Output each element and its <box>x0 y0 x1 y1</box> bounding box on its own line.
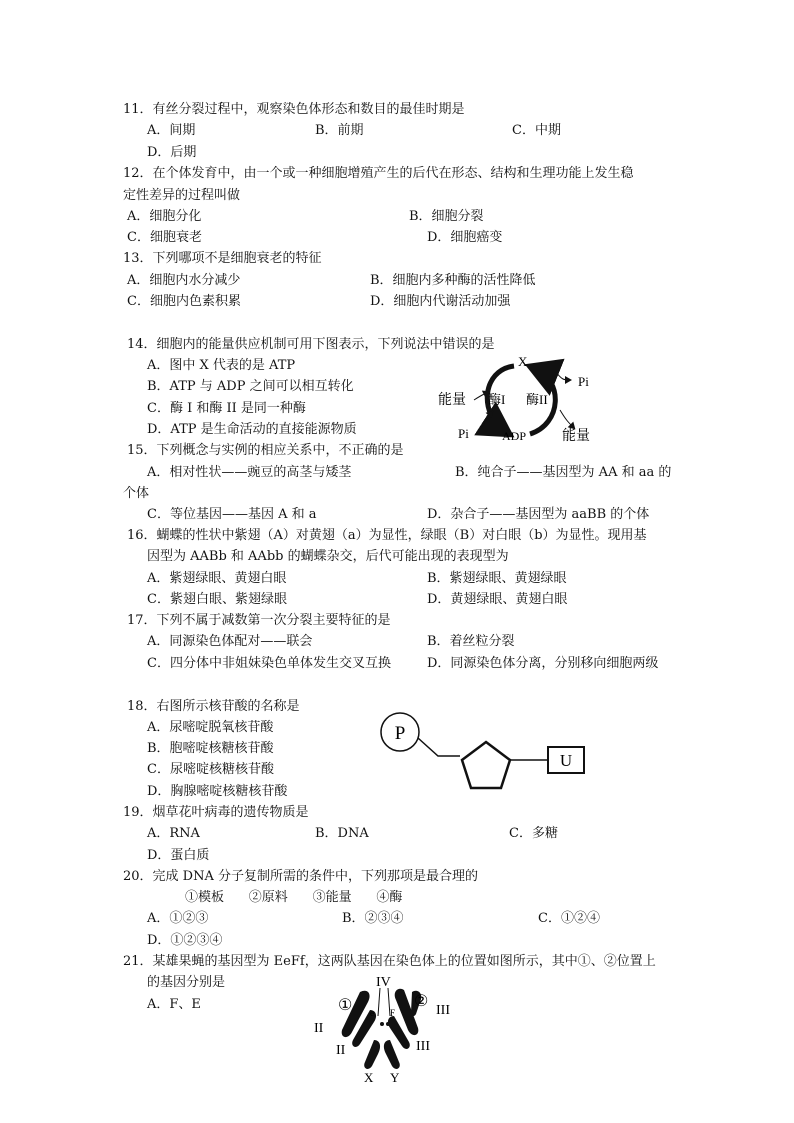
q17-option-c: C．四分体中非姐妹染色单体发生交叉互换 <box>147 656 391 671</box>
label-x: X <box>518 354 528 369</box>
q12-option-d: D．细胞癌变 <box>427 230 503 245</box>
q17-stem: 17．下列不属于减数第一次分裂主要特征的是 <box>127 613 391 628</box>
q19-option-b: B．DNA <box>315 826 369 841</box>
q14-option-a: A．图中 X 代表的是 ATP <box>147 358 296 373</box>
base-label: U <box>559 751 573 770</box>
q16-stem-line1: 16．蝴蝶的性状中紫翅（A）对黄翅（a）为显性，绿眼（B）对白眼（b）为显性。现用基 <box>127 528 647 543</box>
q15-stem: 15．下列概念与实例的相应关系中，不正确的是 <box>127 443 404 458</box>
q13-option-c: C．细胞内色素积累 <box>127 294 241 309</box>
q17-option-d: D．同源染色体分离，分别移向细胞两级 <box>427 656 659 671</box>
q20-option-d: D．①②③④ <box>147 933 223 948</box>
q21-option-a: A．F、E <box>147 997 201 1012</box>
q15-option-d: D．杂合子——基因型为 aaBB 的个体 <box>427 507 650 522</box>
q11-stem: 11．有丝分裂过程中，观察染色体形态和数目的最佳时期是 <box>123 102 465 117</box>
q12-option-c: C．细胞衰老 <box>127 230 202 245</box>
label-energy-left: 能量 <box>438 393 466 408</box>
fruit-fly-chromosome-diagram <box>308 970 468 1088</box>
q16-option-c: C．紫翅白眼、紫翅绿眼 <box>147 592 287 607</box>
q21-stem-line1: 21．某雄果蝇的基因型为 EeFf，这两队基因在染色体上的位置如图所示，其中①、②位置上 <box>123 954 656 969</box>
q18-option-b: B．胞嘧啶核糖核苷酸 <box>147 741 274 756</box>
pentose-ring <box>462 742 510 788</box>
label-iii-right: III <box>436 1003 450 1018</box>
q16-option-d: D．黄翅绿眼、黄翅白眼 <box>427 592 568 607</box>
energy-out-arrow <box>560 410 574 428</box>
q18-stem: 18．右图所示核苷酸的名称是 <box>127 699 300 714</box>
q20-items: ①模板 ②原料 ③能量 ④酶 <box>185 890 403 905</box>
pointer-iv-left <box>378 988 380 1016</box>
q20-option-b: B．②③④ <box>342 911 404 926</box>
q19-option-a: A．RNA <box>147 826 200 841</box>
q13-option-a: A．细胞内水分减少 <box>127 273 241 288</box>
q16-option-a: A．紫翅绿眼、黄翅白眼 <box>147 571 287 586</box>
q13-stem: 13．下列哪项不是细胞衰老的特征 <box>123 251 322 266</box>
q11-option-b: B．前期 <box>315 123 364 138</box>
chromosome-iv-b <box>386 1022 390 1026</box>
q13-option-d: D．细胞内代谢活动加强 <box>370 294 511 309</box>
label-pi-left: Pi <box>458 426 469 441</box>
q13-option-b: B．细胞内多种酶的活性降低 <box>370 273 536 288</box>
circle-2-label: ② <box>414 993 429 1010</box>
label-gene-f: F <box>390 1008 396 1018</box>
q11-option-c: C．中期 <box>512 123 561 138</box>
q16-stem-line2: 因型为 AABb 和 AAbb 的蝴蝶杂交，后代可能出现的表现型为 <box>147 549 509 564</box>
q18-option-a: A．尿嘧啶脱氧核苷酸 <box>147 720 274 735</box>
label-adp: ADP <box>502 429 527 443</box>
q14-option-b: B．ATP 与 ADP 之间可以相互转化 <box>147 379 354 394</box>
q15-option-b-cont: 个体 <box>123 486 150 501</box>
q16-option-b: B．紫翅绿眼、黄翅绿眼 <box>427 571 567 586</box>
label-pi-right: Pi <box>578 374 589 389</box>
q20-stem: 20．完成 DNA 分子复制所需的条件中，下列那项是最合理的 <box>123 869 478 884</box>
q20-option-c: C．①②④ <box>538 911 600 926</box>
q15-option-c: C．等位基因——基因 A 和 a <box>147 507 317 522</box>
q14-option-c: C．酶 I 和酶 II 是同一种酶 <box>147 401 306 416</box>
q12-option-b: B．细胞分裂 <box>409 209 484 224</box>
q14-option-d: D．ATP 是生命活动的直接能源物质 <box>147 422 357 437</box>
q14-stem: 14．细胞内的能量供应机制可用下图表示，下列说法中错误的是 <box>127 337 495 352</box>
q12-stem-line1: 12．在个体发育中，由一个或一种细胞增殖产生的后代在形态、结构和生理功能上发生稳 <box>123 166 634 181</box>
q17-option-b: B．着丝粒分裂 <box>427 634 515 649</box>
chromosome-y <box>384 1040 400 1069</box>
label-enzyme-2: 酶II <box>526 392 548 407</box>
q11-option-d: D．后期 <box>147 145 197 160</box>
label-iii-bottom: III <box>416 1039 430 1054</box>
phosphate-label: P <box>394 723 406 744</box>
label-energy-right: 能量 <box>562 429 590 444</box>
q18-option-d: D．胸腺嘧啶核糖核苷酸 <box>147 784 288 799</box>
circle-1-label: ① <box>338 997 353 1014</box>
label-iv: IV <box>376 975 391 990</box>
q18-option-c: C．尿嘧啶核糖核苷酸 <box>147 762 274 777</box>
chromosome-iv-a <box>380 1022 384 1026</box>
q12-stem-line2: 定性差异的过程叫做 <box>123 188 241 203</box>
q17-option-a: A．同源染色体配对——联会 <box>147 634 313 649</box>
q15-option-a: A．相对性状——豌豆的高茎与矮茎 <box>147 465 352 480</box>
label-ii-left: II <box>314 1021 324 1036</box>
q12-option-a: A．细胞分化 <box>127 209 202 224</box>
q15-option-b: B．纯合子——基因型为 AA 和 aa 的 <box>455 465 672 480</box>
label-y-chromosome: Y <box>390 1070 400 1085</box>
q19-option-d: D．蛋白质 <box>147 848 210 863</box>
q21-stem-line2: 的基因分别是 <box>147 975 226 990</box>
q20-option-a: A．①②③ <box>147 911 209 926</box>
q19-option-c: C．多糖 <box>509 826 558 841</box>
nucleotide-diagram <box>378 708 594 808</box>
label-gene-e: e <box>370 1008 374 1018</box>
pi-in-arrow <box>480 412 492 428</box>
label-enzyme-1: 酶I <box>488 392 506 407</box>
pi-out-arrow <box>556 372 570 380</box>
label-ii-bottom: II <box>336 1043 346 1058</box>
phosphate-bond <box>418 738 460 756</box>
chromosome-x <box>364 1040 380 1069</box>
label-x-chromosome: X <box>364 1070 374 1085</box>
atp-adp-cycle-diagram <box>430 352 620 452</box>
q19-stem: 19．烟草花叶病毒的遗传物质是 <box>123 805 309 820</box>
q11-option-a: A．间期 <box>147 123 196 138</box>
